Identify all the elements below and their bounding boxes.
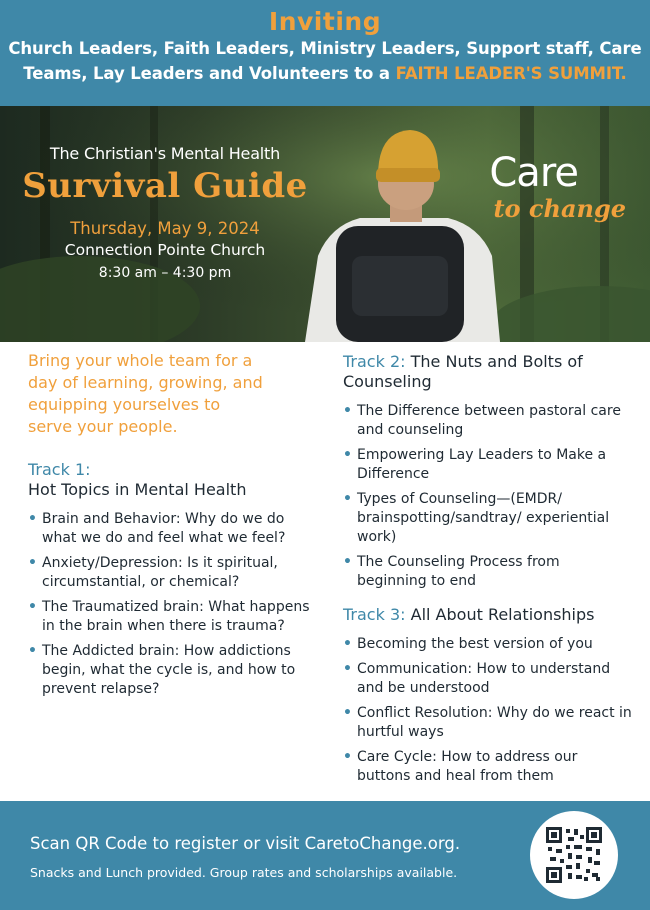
item-text: Why do we do what we do and feel what we feel?	[42, 511, 286, 546]
event-title: Survival Guide	[22, 166, 308, 206]
inviting-heading: Inviting	[268, 7, 382, 36]
track-3-heading	[343, 605, 633, 625]
event-details	[0, 106, 330, 342]
item-term: Brain and Behavior:	[42, 511, 181, 527]
list-item	[343, 748, 633, 786]
hero-banner	[0, 106, 650, 342]
event-location: Connection Pointe Church	[64, 241, 266, 259]
list-item	[28, 598, 318, 636]
track-2-title: The Nuts and Bolts of Counseling	[343, 352, 583, 391]
item-term: Anxiety/Depression:	[42, 555, 183, 571]
track-1-label: Track 1:	[28, 460, 91, 479]
item-text: How to address our buttons and heal from them	[357, 749, 578, 784]
care-to-change-logo-tagline: to change	[493, 194, 626, 223]
qr-code[interactable]	[530, 811, 618, 899]
event-time: 8:30 am – 4:30 pm	[98, 265, 232, 281]
item-term: Conflict Resolution:	[357, 705, 493, 721]
track-3-list	[343, 635, 633, 786]
invitation-line-2	[0, 61, 650, 86]
intro-line: equipping yourselves to	[28, 395, 221, 414]
invitation-line-1: Church Leaders, Faith Leaders, Ministry Leaders, Support staff, Care	[8, 39, 642, 58]
invitation-line-2-text: Teams, Lay Leaders and Volunteers to a	[23, 64, 396, 83]
list-item	[28, 510, 318, 548]
track-3-label: Track 3:	[343, 605, 406, 624]
item-term: The Addicted brain:	[42, 643, 180, 659]
list-item: • Types of Counseling—(EMDR/ brainspotting/sandtray/ experiential work)	[343, 490, 633, 547]
event-subtitle: The Christian's Mental Health	[49, 144, 281, 163]
item-text: How to understand and be understood	[357, 661, 611, 696]
register-instructions: Scan QR Code to register or visit CaretoChange.org.	[30, 834, 461, 853]
track-1-heading	[28, 460, 318, 500]
left-column	[28, 350, 318, 705]
item-term: Care Cycle:	[357, 749, 437, 765]
list-item	[343, 660, 633, 698]
footer-note: Snacks and Lunch provided. Group rates and scholarships available.	[30, 865, 458, 880]
intro-line: Bring your whole team for a	[28, 351, 253, 370]
list-item	[343, 704, 633, 742]
list-item: • The Difference between pastoral care and counseling	[343, 402, 633, 440]
list-item: • The Counseling Process from beginning to end	[343, 553, 633, 591]
track-1-title: Hot Topics in Mental Health	[28, 480, 247, 499]
right-column	[343, 352, 633, 792]
intro-line: serve your people.	[28, 417, 178, 436]
item-text: How addictions begin, what the cycle is, and how to prevent relapse?	[42, 643, 296, 697]
qr-code-icon	[546, 827, 602, 883]
item-text: Is it spiritual, circumstantial, or chemical?	[42, 555, 278, 590]
track-2-label: Track 2:	[343, 352, 406, 371]
event-date: Thursday, May 9, 2024	[70, 219, 260, 238]
list-item	[28, 554, 318, 592]
item-term: Communication:	[357, 661, 473, 677]
intro-paragraph	[28, 350, 318, 438]
item-text: Why do we react in hurtful ways	[357, 705, 632, 740]
registration-footer	[0, 801, 650, 910]
item-text: What happens in the brain when there is trauma?	[42, 599, 310, 634]
track-2-heading	[343, 352, 633, 392]
list-item	[343, 635, 633, 654]
track-3-title: All About Relationships	[410, 605, 595, 624]
item-term: The Traumatized brain:	[42, 599, 204, 615]
summit-highlight: FAITH LEADER'S SUMMIT.	[395, 64, 627, 83]
track-2-list	[343, 402, 633, 591]
care-to-change-logo: Care	[489, 150, 578, 196]
list-item: • Empowering Lay Leaders to Make a Difference	[343, 446, 633, 484]
track-1-list	[28, 510, 318, 699]
invitation-header	[0, 0, 650, 106]
list-item	[28, 642, 318, 699]
item-text: Becoming the best version of you	[357, 636, 593, 652]
intro-line: day of learning, growing, and	[28, 373, 263, 392]
